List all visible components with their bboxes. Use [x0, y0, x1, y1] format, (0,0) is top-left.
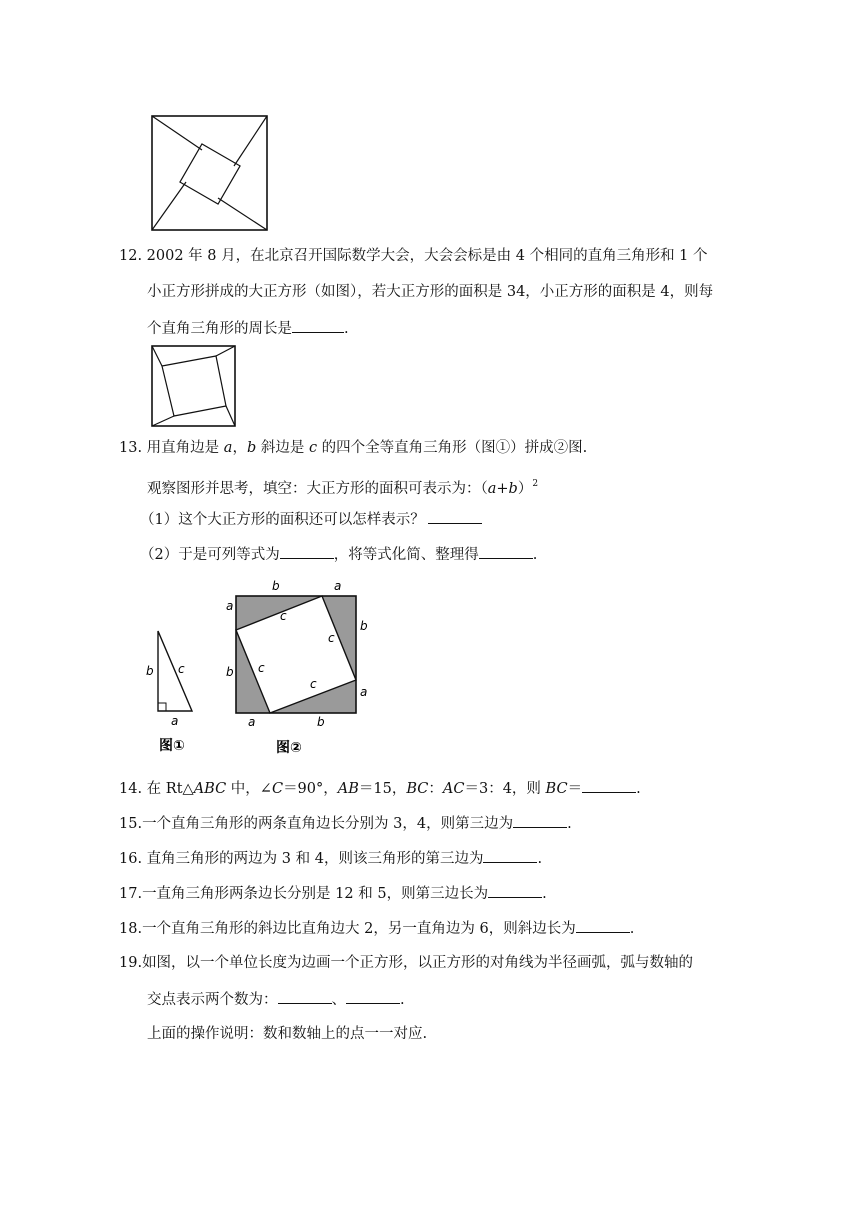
- q18-answer-blank[interactable]: [576, 918, 630, 933]
- fig1-label-c: c: [178, 662, 185, 676]
- q17-number: 17.: [119, 886, 143, 902]
- fig2-label-top-b: b: [272, 579, 280, 593]
- fig2-label-bottom-b: b: [317, 715, 325, 729]
- q14-text-6: ＝3：4，则: [464, 781, 546, 797]
- q13-text-b: 斜边是: [256, 440, 309, 456]
- q19-answer-blank-1[interactable]: [278, 989, 332, 1004]
- fig2-label-c-left: c: [258, 661, 265, 675]
- q13-sub2-text-a: （2）于是可列等式为: [140, 547, 280, 563]
- q13-text-a: 用直角边是: [146, 440, 224, 456]
- q14-var-bc-2: BC: [545, 781, 568, 797]
- fig2-label-left-a: a: [226, 599, 234, 613]
- fig2-label-c-right: c: [328, 631, 335, 645]
- q14-text-3: ＝90°，: [283, 781, 338, 797]
- q13-sub2-blank-2[interactable]: [479, 544, 533, 559]
- q13-observe: [147, 474, 538, 499]
- q15-answer-blank[interactable]: [513, 813, 567, 828]
- q13-comma: ，: [232, 440, 247, 456]
- q14-var-bc: BC: [406, 781, 429, 797]
- q12-answer-blank[interactable]: [292, 318, 344, 333]
- fig2-label-bottom-a: a: [248, 715, 256, 729]
- q13-observe-exponent: 2: [532, 479, 539, 489]
- q19-text-3: 上面的操作说明：数和数轴上的点一一对应.: [147, 1026, 428, 1042]
- q19-line1: [119, 953, 693, 973]
- logo-square-figure: [150, 344, 238, 428]
- q19-answer-blank-2[interactable]: [346, 989, 400, 1004]
- q15-text: 一个直角三角形的两条直角边长分别为 3，4，则第三边为: [142, 816, 514, 832]
- fig1-caption: 图①: [159, 738, 185, 754]
- q16-number: 16.: [119, 851, 143, 867]
- q13-sub2: [140, 544, 537, 565]
- q19-line3: [147, 1024, 427, 1044]
- q13-sub1-blank[interactable]: [428, 509, 482, 524]
- q13-var-b: b: [246, 440, 257, 456]
- q12-line3: [147, 318, 349, 339]
- q12-period: .: [344, 321, 349, 337]
- q13-observe-close: ）: [517, 481, 533, 497]
- q13-sub1: [140, 509, 482, 530]
- q16-answer-blank[interactable]: [483, 848, 537, 863]
- q13-text-c: 的四个全等直角三角形（图①）拼成②图.: [317, 440, 588, 456]
- q14-text-5: ：: [428, 781, 443, 797]
- q12-text-3: 个直角三角形的周长是: [147, 321, 292, 337]
- fig1-label-a: a: [171, 714, 179, 728]
- q19-period: .: [400, 992, 405, 1008]
- q14-period: .: [636, 781, 641, 797]
- q13-sub2-text-b: ，将等式化简、整理得: [333, 547, 479, 563]
- q14-answer-blank[interactable]: [582, 778, 636, 793]
- q18-text: 一个直角三角形的斜边比直角边大 2，另一直角边为 6，则斜边长为: [142, 921, 576, 937]
- figure-2-square: [222, 576, 382, 760]
- q13-sub2-period: .: [532, 547, 538, 563]
- pinwheel-figure: [150, 114, 270, 232]
- q15-line: [119, 813, 572, 834]
- q14-text-2: 中，∠: [226, 781, 272, 797]
- q17-text: 一直角三角形两条边长分别是 12 和 5，则第三边长为: [142, 886, 489, 902]
- q13-number: 13.: [119, 440, 143, 456]
- q13-var-a: a: [223, 440, 233, 456]
- q14-line: [119, 778, 641, 799]
- q13-observe-expr: a+b: [487, 481, 518, 497]
- fig2-label-c-bottom: c: [310, 677, 317, 691]
- q16-text: 直角三角形的两边为 3 和 4，则该三角形的第三边为: [146, 851, 484, 867]
- q19-separator: 、: [331, 992, 346, 1008]
- q17-answer-blank[interactable]: [488, 883, 542, 898]
- q14-text-1: 在 Rt△: [146, 781, 194, 797]
- q14-number: 14.: [119, 781, 143, 797]
- q13-sub1-text: （1）这个大正方形的面积还可以怎样表示？: [140, 512, 425, 528]
- q19-line2: [147, 989, 405, 1010]
- fig2-label-right-b: b: [360, 619, 368, 633]
- fig2-caption: 图②: [276, 740, 302, 756]
- q19-number: 19.: [119, 955, 143, 971]
- fig2-label-left-b: b: [226, 665, 234, 679]
- q12-text-1: 2002 年 8 月，在北京召开国际数学大会，大会会标是由 4 个相同的直角三角形和 1 个: [146, 248, 708, 264]
- fig2-label-c-top: c: [280, 609, 287, 623]
- q14-var-ab: AB: [337, 781, 359, 797]
- fig2-label-right-a: a: [360, 685, 368, 699]
- q15-number: 15.: [119, 816, 143, 832]
- q12-line1: [119, 246, 708, 266]
- q12-line2: [147, 282, 713, 302]
- q14-var-ac: AC: [442, 781, 465, 797]
- figure-1-triangle: [140, 625, 210, 755]
- q17-period: .: [542, 886, 547, 902]
- q12-number: 12.: [119, 248, 143, 264]
- q12-text-2: 小正方形拼成的大正方形（如图），若大正方形的面积是 34，小正方形的面积是 4，则每: [147, 284, 714, 300]
- fig2-label-top-a: a: [334, 579, 342, 593]
- q19-text-1: 如图，以一个单位长度为边画一个正方形，以正方形的对角线为半径画弧，弧与数轴的: [142, 955, 694, 971]
- q16-period: .: [537, 851, 543, 867]
- q14-text-7: ＝: [567, 781, 583, 797]
- q13-line1: [119, 438, 587, 458]
- q13-var-c: c: [308, 440, 318, 456]
- q13-sub2-blank-1[interactable]: [280, 544, 334, 559]
- q17-line: [119, 883, 547, 904]
- q13-observe-text: 观察图形并思考，填空：大正方形的面积可表示为：（: [147, 481, 488, 497]
- q14-var-abc: ABC: [193, 781, 227, 797]
- q16-line: [119, 848, 542, 869]
- q14-var-c: C: [271, 781, 284, 797]
- q19-text-2: 交点表示两个数为：: [147, 992, 278, 1008]
- q18-period: .: [629, 921, 635, 937]
- q14-text-4: ＝15，: [358, 781, 407, 797]
- q18-number: 18.: [119, 921, 143, 937]
- q18-line: [119, 918, 634, 939]
- fig1-label-b: b: [146, 664, 154, 678]
- q15-period: .: [567, 816, 572, 832]
